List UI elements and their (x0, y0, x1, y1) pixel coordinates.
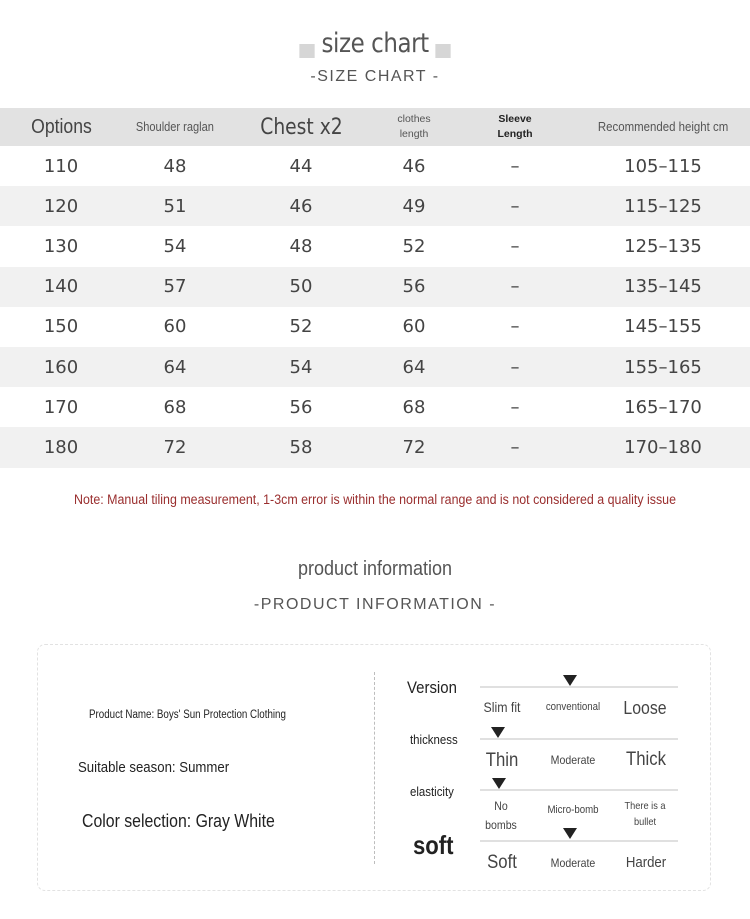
cell-chest: 44 (289, 155, 313, 177)
cell-size: 160 (43, 356, 79, 378)
cell-length: 68 (402, 396, 426, 418)
cell-sleeve: – (510, 396, 520, 418)
cell-size: 170 (43, 396, 79, 418)
cell-sleeve: – (510, 316, 520, 338)
cell-chest: 56 (289, 396, 313, 418)
cell-sleeve: – (510, 356, 520, 378)
cell-shoulder: 48 (163, 155, 187, 177)
table-row (0, 146, 750, 186)
cell-size: 180 (43, 436, 79, 458)
table-row (0, 267, 750, 307)
cell-chest: 50 (289, 276, 313, 298)
table-row (0, 347, 750, 387)
cell-size: 150 (43, 316, 79, 338)
elasticity-option-micro-bomb: Micro-bomb (547, 804, 599, 816)
cell-shoulder: 54 (163, 235, 187, 257)
cell-sleeve: – (510, 195, 520, 217)
cell-chest: 46 (289, 195, 313, 217)
header-options: Options (30, 115, 92, 138)
version-option-slim: Slim fit (483, 699, 521, 715)
product-info-divider (374, 672, 375, 864)
header-sleeve-length: Sleeve Length (497, 113, 533, 140)
attr-version-label: Version (407, 678, 457, 697)
cell-sleeve: – (510, 276, 520, 298)
cell-size: 120 (43, 195, 79, 217)
header-chest: Chest x2 (259, 114, 343, 140)
elasticity-option-bullet: There is a bullet (624, 800, 666, 828)
table-row (0, 186, 750, 226)
version-option-loose: Loose (623, 698, 667, 718)
cell-shoulder: 68 (163, 396, 187, 418)
thickness-marker-icon (491, 727, 505, 738)
size-chart-title (303, 28, 448, 59)
product-info-subtitle: -PRODUCT INFORMATION - (253, 596, 497, 613)
cell-height: 165–170 (624, 396, 702, 418)
header-height: Recommended height cm (597, 119, 729, 134)
thickness-option-thin: Thin (485, 750, 519, 771)
cell-size: 110 (43, 155, 79, 177)
thickness-scale-line (480, 738, 678, 740)
product-season: Suitable season: Summer (78, 759, 230, 776)
attr-thickness-label: thickness (410, 732, 458, 747)
elasticity-marker-icon (492, 778, 506, 789)
cell-size: 130 (43, 235, 79, 257)
cell-height: 105–115 (624, 155, 702, 177)
cell-chest: 52 (289, 316, 313, 338)
size-chart-title-wrap (0, 28, 750, 59)
cell-sleeve: – (510, 436, 520, 458)
header-shoulder: Shoulder raglan (135, 119, 215, 134)
cell-height: 170–180 (624, 436, 702, 458)
product-info-title: product information (297, 558, 453, 580)
cell-length: 49 (402, 195, 426, 217)
cell-sleeve: – (510, 155, 520, 177)
cell-shoulder: 60 (163, 316, 187, 338)
attr-soft-label: soft (413, 830, 454, 860)
cell-length: 52 (402, 235, 426, 257)
cell-height: 145–155 (624, 316, 702, 338)
title-bar-right (435, 44, 450, 58)
version-marker-icon (563, 675, 577, 686)
product-name: Product Name: Boys' Sun Protection Clothing (89, 709, 286, 721)
cell-chest: 48 (289, 235, 313, 257)
size-chart-title-text: size chart (321, 28, 429, 59)
size-chart-subtitle: -SIZE CHART - (310, 68, 440, 85)
elasticity-scale-line (480, 789, 678, 791)
soft-scale-line (480, 840, 678, 842)
cell-length: 64 (402, 356, 426, 378)
version-scale-line (480, 686, 678, 688)
thickness-option-moderate: Moderate (550, 753, 596, 767)
cell-height: 115–125 (624, 195, 702, 217)
attr-elasticity-label: elasticity (410, 784, 454, 799)
header-clothes-length: clothes length (397, 113, 431, 140)
soft-option-moderate: Moderate (550, 856, 596, 870)
cell-length: 60 (402, 316, 426, 338)
soft-marker-icon (563, 828, 577, 839)
table-row (0, 387, 750, 427)
cell-shoulder: 57 (163, 276, 187, 298)
cell-shoulder: 51 (163, 195, 187, 217)
size-table (0, 108, 750, 468)
soft-option-harder: Harder (625, 854, 667, 871)
cell-height: 135–145 (624, 276, 702, 298)
cell-size: 140 (43, 276, 79, 298)
cell-shoulder: 64 (163, 356, 187, 378)
cell-length: 56 (402, 276, 426, 298)
table-row (0, 427, 750, 467)
cell-height: 125–135 (624, 235, 702, 257)
table-header (0, 108, 750, 146)
thickness-option-thick: Thick (626, 749, 666, 770)
cell-chest: 54 (289, 356, 313, 378)
title-bar-left (299, 44, 314, 58)
cell-sleeve: – (510, 235, 520, 257)
cell-length: 72 (402, 436, 426, 458)
cell-height: 155–165 (624, 356, 702, 378)
cell-shoulder: 72 (163, 436, 187, 458)
cell-length: 46 (402, 155, 426, 177)
table-row (0, 226, 750, 266)
table-row (0, 307, 750, 347)
measurement-note: Note: Manual tiling measurement, 1-3cm error is within the normal range and is not considered a quality issue (74, 492, 676, 507)
version-option-conventional: conventional (545, 701, 601, 713)
product-color: Color selection: Gray White (82, 811, 275, 831)
cell-chest: 58 (289, 436, 313, 458)
soft-option-soft: Soft (487, 852, 517, 873)
elasticity-option-no-bombs: No bombs (485, 799, 517, 832)
